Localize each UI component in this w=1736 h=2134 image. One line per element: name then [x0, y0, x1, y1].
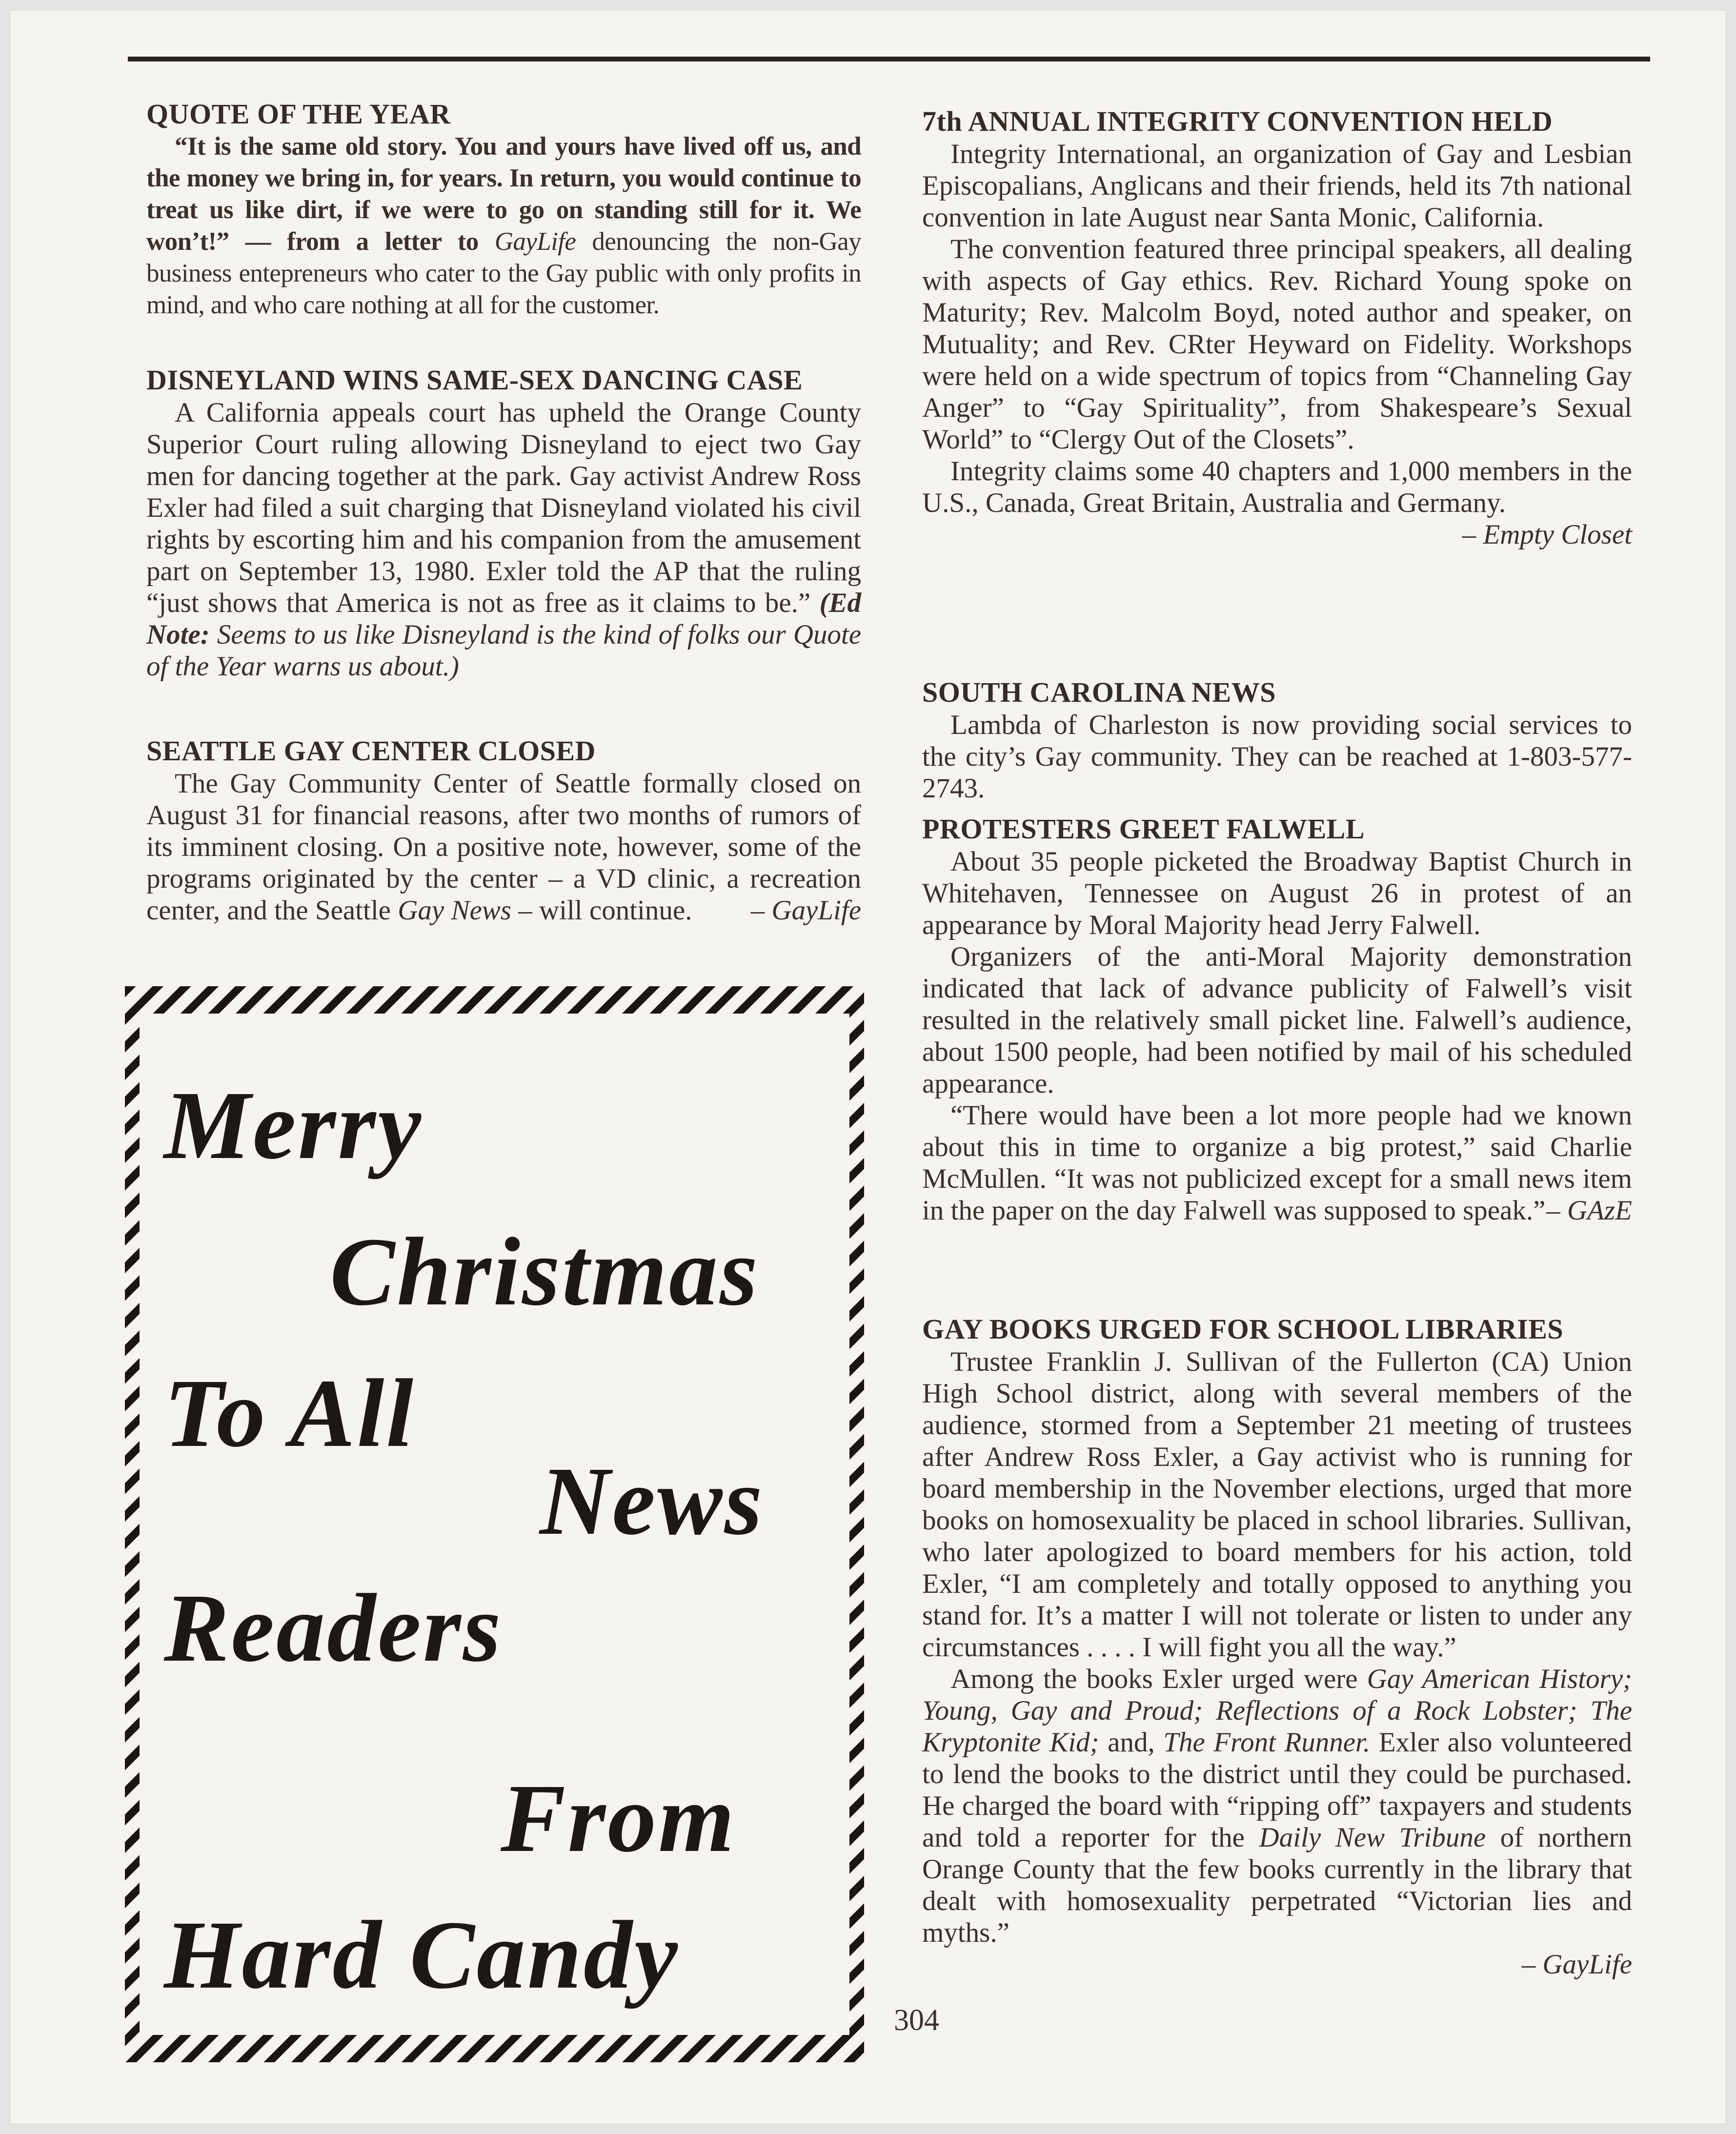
greeting-line: Hard Candy [164, 1901, 680, 2009]
article-source: – GayLife [1521, 1949, 1632, 1980]
article-source: – GAzE [1546, 1195, 1632, 1226]
article-body [146, 768, 861, 926]
top-rule [128, 57, 1650, 61]
article-paragraph: Integrity International, an organization of Gay and Lesbian Episcopalians, Anglicans and their friends, held its 7th national convention in late August near Santa Monic, California. [922, 139, 1632, 233]
greeting-line: News [540, 1447, 765, 1555]
greeting-line: Christmas [330, 1218, 760, 1326]
article-paragraph [922, 455, 1632, 550]
body-text: The Gay Community Center of Seattle formally closed on August 31 for financial reasons, after two months of rumors of its imminent closing. On a positive note, however, some of the programs originated by the center – a VD clinic, a recreation center, and the Seattle [146, 768, 861, 926]
article-paragraph [922, 1663, 1632, 1949]
book-title: The Front Runner. [1163, 1727, 1371, 1758]
greeting-inner [140, 1014, 849, 2035]
body-text: A California appeals court has upheld the Orange County Superior Court ruling allowing Disneyland to eject two Gay men for dancing together at the park. Gay activist Andrew Ross Exler had filed a suit charging that Disneyland violated his civil rights by escorting him and his companion from the amusement part on September 13, 1980. Exler told the AP that the ruling “just shows that America is not as free as it claims to be.” [146, 397, 861, 618]
article-heading: GAY BOOKS URGED FOR SCHOOL LIBRARIES [922, 1313, 1564, 1345]
quote-source: GayLife [494, 227, 576, 256]
article-seattle [146, 734, 861, 926]
publication-name: Gay News [398, 895, 511, 926]
body-text: Among the books Exler urged were [950, 1664, 1367, 1694]
article-quote-of-the-year [146, 98, 861, 321]
article-heading: SOUTH CAROLINA NEWS [922, 676, 1276, 708]
article-paragraph [922, 1099, 1632, 1226]
article-heading: QUOTE OF THE YEAR [146, 98, 451, 130]
article-paragraph: The convention featured three principal speakers, all dealing with aspects of Gay ethics. Rev. Richard Young spoke on Maturity; Rev. Malcolm Boyd, noted author and speaker, on Mutuality; and Rev. CRter Heyward on Fidelity. Workshops were held on a wide spectrum of topics from “Channeling Gay Anger” to “Gay Spirituality”, from Shakespeare’s Sexual World” to “Clergy Out of the Closets”. [922, 234, 1632, 455]
article-body [146, 397, 861, 682]
article-source: – GayLife [750, 895, 861, 926]
greeting-line: Merry [164, 1072, 424, 1179]
christmas-greeting-box [125, 986, 864, 2062]
body-text: “There would have been a lot more people had we known about this in time to organize a big protest,” said Charlie McMullen. “It was not publicized except for a small news item in the paper on the day Falwell was supposed to speak.” [922, 1100, 1632, 1226]
quote-text: “It is the same old story. You and yours have lived off us, and the money we bring in, for years. In return, you would continue to treat us like dirt, if we were to go on standing still for it. We won’t!” — from a letter to [146, 132, 861, 256]
article-south-carolina [922, 676, 1632, 804]
article-body [146, 131, 861, 321]
body-text: – will continue. [511, 895, 692, 926]
body-text: and, [1099, 1727, 1164, 1758]
article-heading: PROTESTERS GREET FALWELL [922, 813, 1365, 845]
article-heading: DISNEYLAND WINS SAME-SEX DANCING CASE [146, 364, 803, 396]
article-source: – Empty Closet [1462, 519, 1632, 550]
ed-note-label: (Ed Note: [146, 588, 861, 650]
article-heading: 7th ANNUAL INTEGRITY CONVENTION HELD [922, 105, 1553, 137]
greeting-line: To All [164, 1360, 415, 1467]
body-text: Integrity claims some 40 chapters and 1,000 members in the U.S., Canada, Great Britain, Australia and Germany. [922, 456, 1632, 518]
article-integrity-convention [922, 105, 1632, 550]
article-gay-books [922, 1313, 1632, 1980]
body-text: of northern Orange County that the few books currently in the library that dealt with homosexuality perpetrated “Victorian lies and myths.” [922, 1822, 1632, 1948]
article-paragraph: Organizers of the anti-Moral Majority demonstration indicated that lack of advance publicity of Falwell’s visit resulted in the relatively small picket line. Falwell’s audience, about 1500 people, had been notified by mail of his scheduled appearance. [922, 941, 1632, 1099]
quote-commentary: denouncing the non-Gay business entepreneurs who cater to the Gay public with only profits in mind, and who care nothing at all for the customer. [146, 227, 862, 319]
publication-name: Daily New Tribune [1259, 1822, 1486, 1853]
article-paragraph: About 35 people picketed the Broadway Baptist Church in Whitehaven, Tennessee on August 26 in protest of an appearance by Moral Majority head Jerry Falwell. [922, 846, 1632, 940]
body-text: Exler also volunteered to lend the books to the district until they could be purchased. He charged the board with “ripping off” taxpayers and students and told a reporter for the [922, 1727, 1632, 1853]
article-heading: SEATTLE GAY CENTER CLOSED [146, 735, 596, 767]
greeting-line: From [501, 1765, 736, 1872]
greeting-line: Readers [164, 1574, 503, 1682]
article-disneyland [146, 364, 861, 682]
book-titles: Gay American History; Young, Gay and Proud; Reflections of a Rock Lobster; The Kryptonite Kid; [922, 1664, 1633, 1758]
article-falwell [922, 813, 1632, 1226]
ed-note-text: Seems to us like Disneyland is the kind of folks our Quote of the Year warns us about.) [146, 619, 861, 682]
article-body: Lambda of Charleston is now providing social services to the city’s Gay community. They can be reached at 1-803-577-2743. [922, 710, 1632, 804]
article-paragraph: Trustee Franklin J. Sullivan of the Fullerton (CA) Union High School district, along with several members of the audience, stormed from a September 21 meeting of trustees after Andrew Ross Exler, a Gay activist who is running for board membership in the November elections, urged that more books on homosexuality be placed in school libraries. Sullivan, who later apologized to board members for his action, told Exler, “I am completely and totally opposed to anything you stand for. It’s a matter I will not tolerate or listen to under any circumstances . . . . I will fight you all the way.” [922, 1346, 1632, 1663]
page-number: 304 [894, 2004, 939, 2037]
